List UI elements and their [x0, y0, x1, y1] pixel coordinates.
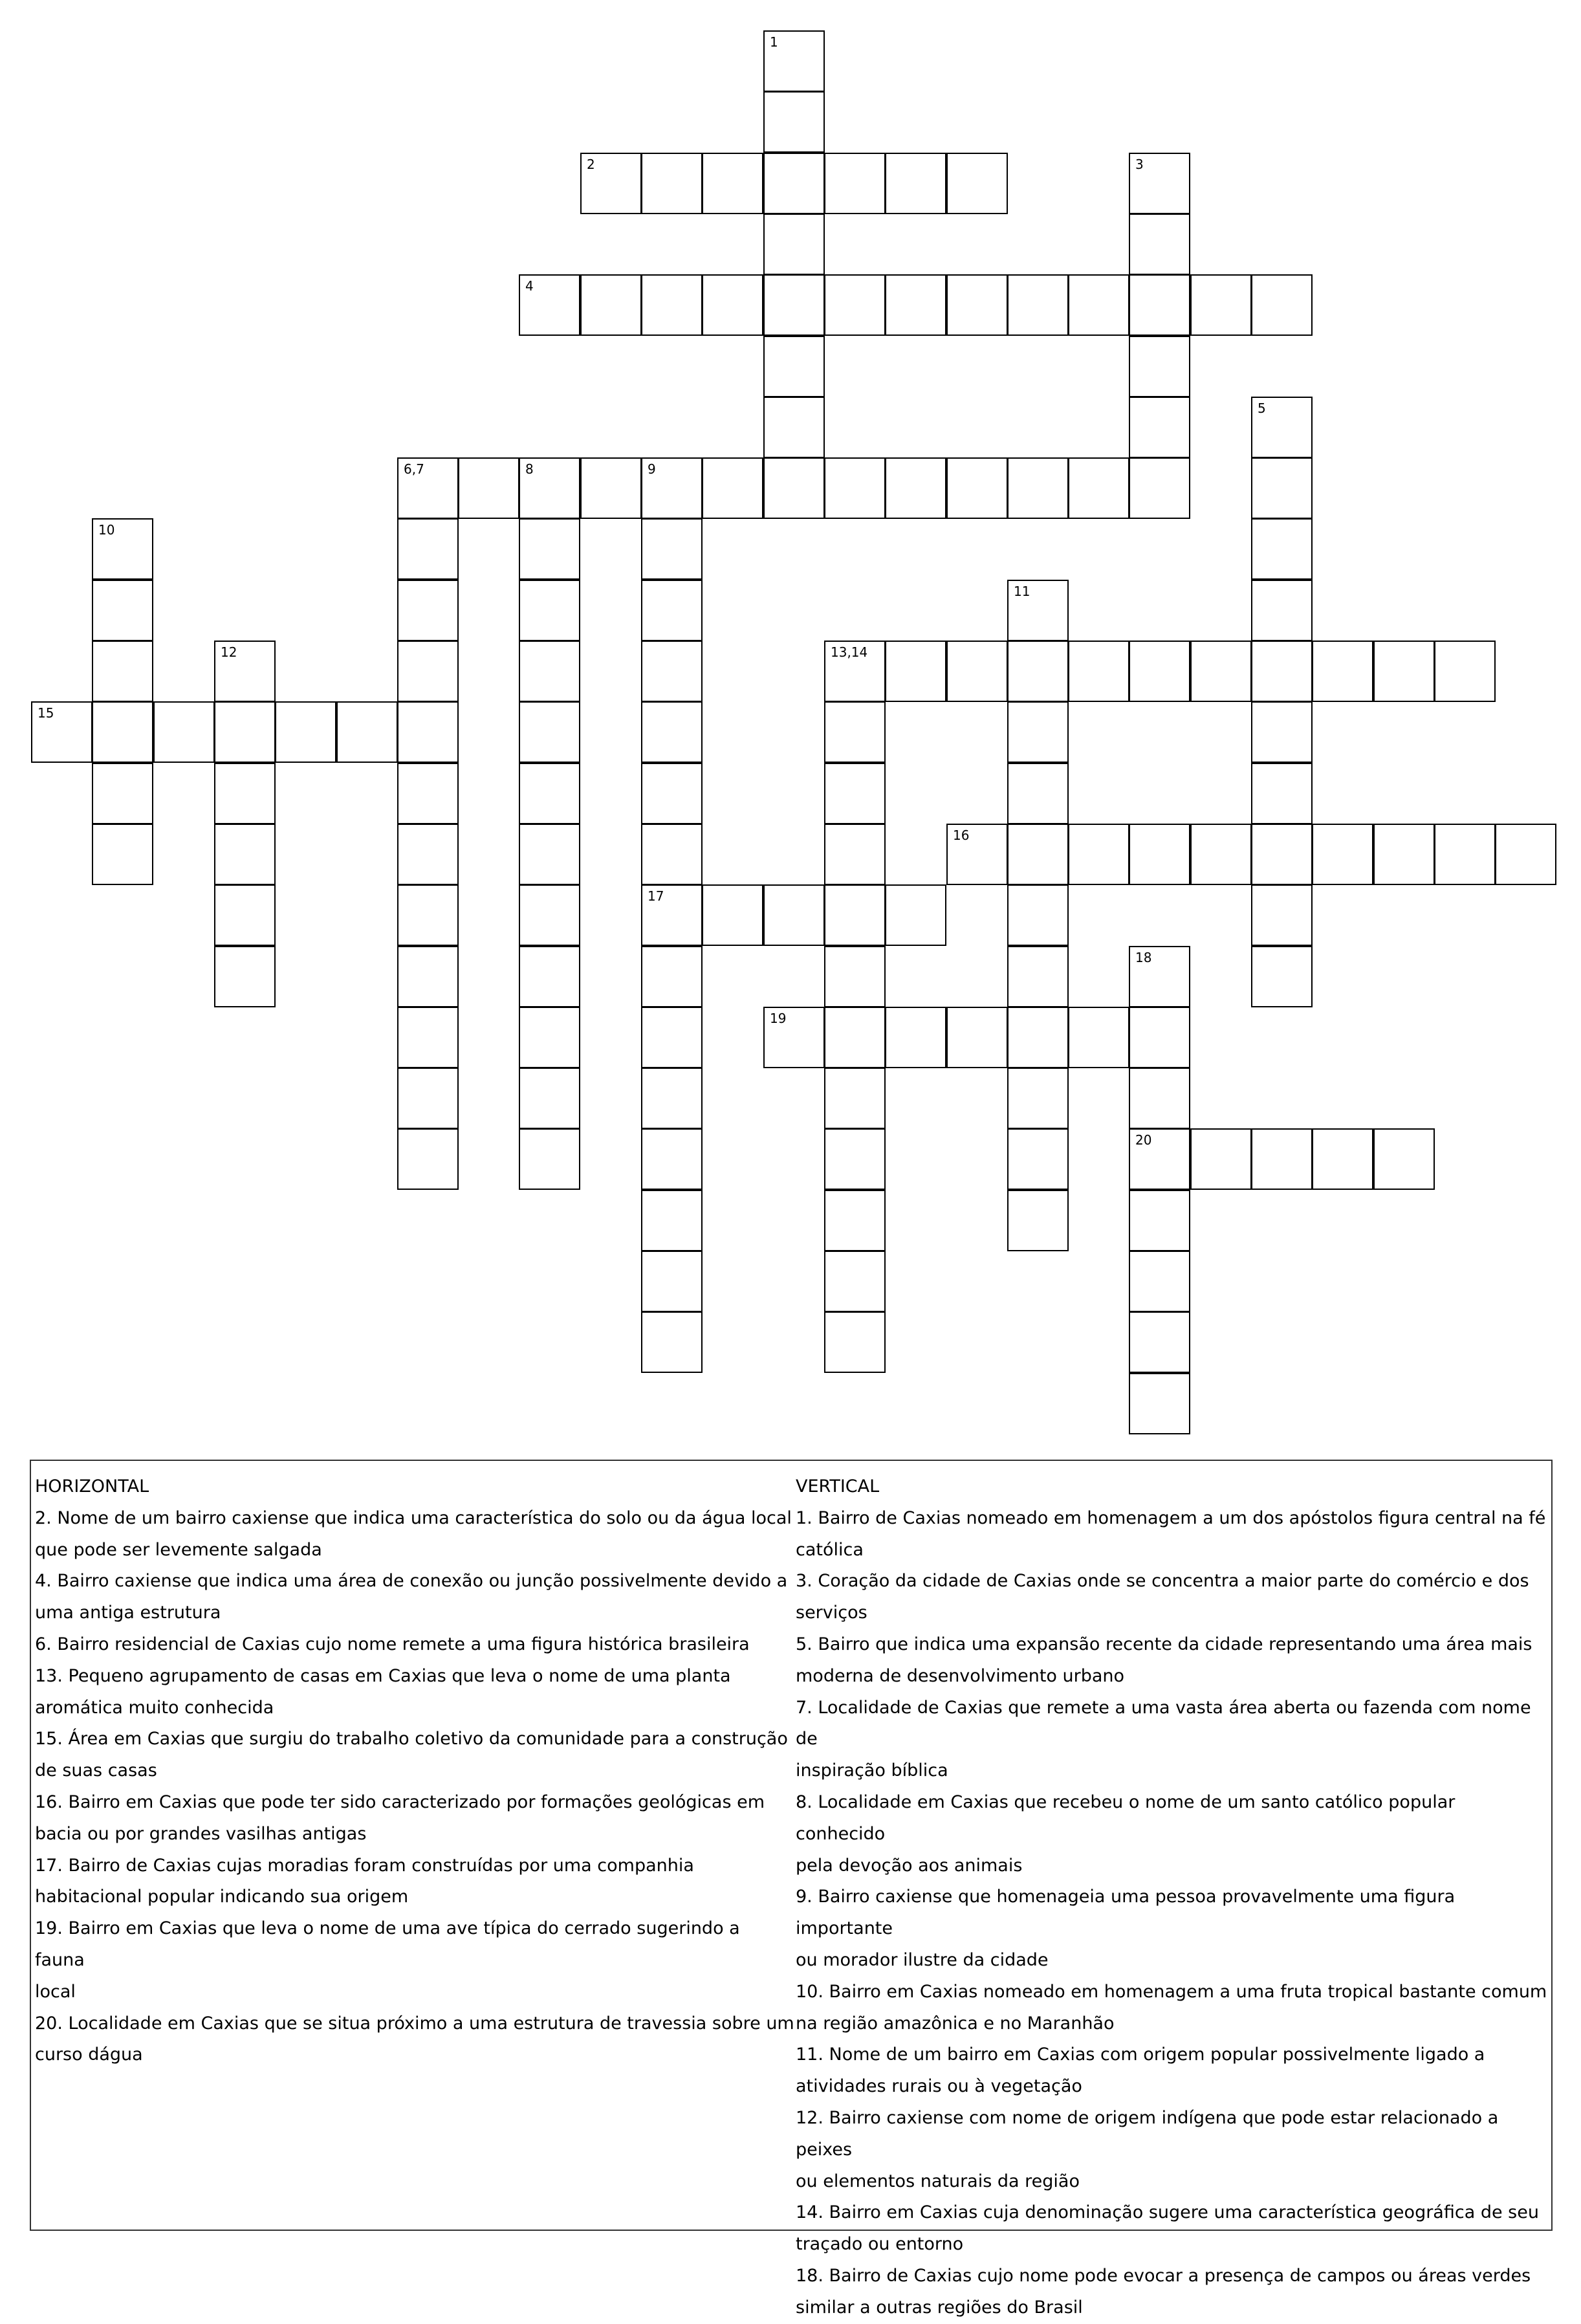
grid-cell[interactable] — [519, 274, 580, 336]
horizontal-clue-line: aromática muito conhecida — [35, 1697, 274, 1718]
horizontal-clue-line: 2. Nome de um bairro caxiense que indica uma característica do solo ou da água local — [35, 1507, 792, 1528]
horizontal-clue-line: 15. Área em Caxias que surgiu do trabalho coletivo da comunidade para a construção — [35, 1729, 788, 1749]
vertical-clue-line: 5. Bairro que indica uma expansão recente da cidade representando uma área mais — [796, 1634, 1532, 1654]
vertical-clue-line: na região amazônica e no Maranhão — [796, 2013, 1115, 2034]
grid-cell[interactable] — [1068, 457, 1129, 519]
grid-cell[interactable] — [946, 641, 1008, 702]
vertical-clue-line: inspiração bíblica — [796, 1760, 948, 1781]
grid-cell[interactable] — [641, 641, 703, 702]
horizontal-clues-column — [35, 1471, 795, 2071]
grid-cell[interactable] — [763, 457, 825, 519]
vertical-clue-line: 3. Coração da cidade de Caxias onde se concentra a maior parte do comércio e dos — [796, 1571, 1529, 1592]
grid-cell[interactable] — [1068, 824, 1129, 885]
grid-cell[interactable] — [702, 153, 763, 214]
grid-cell[interactable] — [1129, 1068, 1190, 1129]
clue-number: 10 — [98, 522, 115, 538]
grid-cell[interactable] — [1434, 641, 1496, 702]
grid-cell[interactable] — [1129, 457, 1190, 519]
clue-number: 16 — [953, 828, 970, 843]
grid-cell[interactable] — [1434, 824, 1496, 885]
horizontal-clue-line: 6. Bairro residencial de Caxias cujo nome remete a uma figura histórica brasileira — [35, 1634, 750, 1654]
horizontal-clue-line: bacia ou por grandes vasilhas antigas — [35, 1823, 367, 1844]
grid-cell[interactable] — [519, 1128, 580, 1190]
grid-cell[interactable] — [946, 824, 1008, 885]
horizontal-clue-line: que pode ser levemente salgada — [35, 1539, 322, 1560]
grid-cell[interactable] — [519, 763, 580, 824]
grid-cell[interactable] — [641, 824, 703, 885]
grid-cell[interactable] — [824, 274, 886, 336]
grid-cell[interactable] — [580, 274, 642, 336]
grid-cell[interactable] — [1251, 641, 1313, 702]
grid-cell[interactable] — [946, 153, 1008, 214]
grid-cell[interactable] — [885, 153, 946, 214]
grid-cell[interactable] — [641, 763, 703, 824]
grid-cell[interactable] — [1129, 214, 1190, 275]
grid-cell[interactable] — [580, 153, 642, 214]
clue-number: 3 — [1135, 157, 1144, 172]
grid-cell[interactable] — [1190, 641, 1252, 702]
vertical-clue-line: ou elementos naturais da região — [796, 2171, 1080, 2191]
grid-cell[interactable] — [885, 457, 946, 519]
grid-cell[interactable] — [1129, 274, 1190, 336]
grid-cell[interactable] — [1007, 946, 1069, 1007]
grid-cell[interactable] — [275, 701, 336, 763]
vertical-clue-line: 11. Nome de um bairro em Caxias com origem popular possivelmente ligado a — [796, 2044, 1485, 2065]
grid-cell[interactable] — [702, 884, 763, 946]
grid-cell[interactable] — [1251, 274, 1313, 336]
grid-cell[interactable] — [1007, 884, 1069, 946]
vertical-clue-line: 7. Localidade de Caxias que remete a uma vasta área aberta ou fazenda com nome de — [796, 1697, 1531, 1749]
grid-cell[interactable] — [519, 701, 580, 763]
grid-cell[interactable] — [824, 1068, 886, 1129]
grid-cell[interactable] — [397, 641, 459, 702]
clues-box — [30, 1460, 1553, 2318]
grid-cell[interactable] — [1251, 1128, 1313, 1190]
grid-cell[interactable] — [763, 274, 825, 336]
grid-cell[interactable] — [519, 641, 580, 702]
grid-cell[interactable] — [519, 1007, 580, 1068]
grid-cell[interactable] — [763, 214, 825, 275]
grid-cell[interactable] — [1373, 641, 1435, 702]
grid-cell[interactable] — [1129, 1311, 1190, 1373]
grid-cell[interactable] — [946, 274, 1008, 336]
grid-cell[interactable] — [1251, 397, 1313, 458]
grid-cell[interactable] — [519, 824, 580, 885]
grid-cell[interactable] — [824, 763, 886, 824]
grid-cell[interactable] — [641, 1128, 703, 1190]
grid-cell[interactable] — [1190, 824, 1252, 885]
clue-number: 17 — [648, 888, 664, 904]
grid-cell[interactable] — [1129, 1373, 1190, 1434]
grid-cell[interactable] — [1129, 946, 1190, 1007]
grid-cell[interactable] — [1312, 641, 1373, 702]
vertical-clue-line: ou morador ilustre da cidade — [796, 1949, 1049, 1970]
grid-cell[interactable] — [763, 91, 825, 153]
vertical-clue-line: 1. Bairro de Caxias nomeado em homenagem a um dos apóstolos figura central na fé — [796, 1507, 1546, 1528]
grid-cell[interactable] — [824, 824, 886, 885]
grid-cell[interactable] — [1251, 763, 1313, 824]
horizontal-clue-line: 20. Localidade em Caxias que se situa próximo a uma estrutura de travessia sobre um — [35, 2013, 794, 2034]
horizontal-clue-line: 17. Bairro de Caxias cujas moradias foram construídas por uma companhia — [35, 1855, 694, 1876]
grid-cell[interactable] — [1007, 1068, 1069, 1129]
grid-cell[interactable] — [1129, 1007, 1190, 1068]
grid-cell[interactable] — [397, 518, 459, 580]
grid-cell[interactable] — [1129, 1251, 1190, 1312]
grid-cell[interactable] — [641, 518, 703, 580]
grid-cell[interactable] — [153, 701, 215, 763]
grid-cell[interactable] — [824, 884, 886, 946]
horizontal-clue-line: 19. Bairro em Caxias que leva o nome de uma ave típica do cerrado sugerindo a fauna — [35, 1918, 740, 1970]
horizontal-clue-line: 4. Bairro caxiense que indica uma área de conexão ou junção possivelmente devido a — [35, 1571, 788, 1592]
grid-cell[interactable] — [92, 580, 153, 641]
grid-cell[interactable] — [214, 641, 276, 702]
grid-cell[interactable] — [1251, 457, 1313, 519]
grid-cell[interactable] — [763, 397, 825, 458]
grid-cell[interactable] — [1007, 641, 1069, 702]
vertical-clue-line: similar a outras regiões do Brasil — [796, 2297, 1083, 2318]
grid-cell[interactable] — [1373, 824, 1435, 885]
grid-cell[interactable] — [824, 1007, 886, 1068]
vertical-clue-line: atividades rurais ou à vegetação — [796, 2076, 1082, 2097]
grid-cell[interactable] — [1068, 274, 1129, 336]
clue-number: 19 — [770, 1011, 787, 1026]
grid-cell[interactable] — [641, 457, 703, 519]
grid-cell[interactable] — [1129, 153, 1190, 214]
grid-cell[interactable] — [397, 1128, 459, 1190]
grid-cell[interactable] — [1129, 824, 1190, 885]
grid-cell[interactable] — [763, 884, 825, 946]
grid-cell[interactable] — [397, 884, 459, 946]
grid-cell[interactable] — [1007, 274, 1069, 336]
vertical-clue-line: 12. Bairro caxiense com nome de origem indígena que pode estar relacionado a peixes — [796, 2107, 1499, 2160]
clue-number: 15 — [38, 705, 54, 721]
grid-cell[interactable] — [946, 1007, 1008, 1068]
grid-cell[interactable] — [519, 457, 580, 519]
grid-cell[interactable] — [519, 1068, 580, 1129]
grid-cell[interactable] — [1129, 336, 1190, 397]
grid-cell[interactable] — [519, 884, 580, 946]
grid-cell[interactable] — [519, 518, 580, 580]
grid-cell[interactable] — [580, 457, 642, 519]
vertical-clues-column — [796, 1471, 1549, 2324]
grid-cell[interactable] — [397, 763, 459, 824]
grid-cell[interactable] — [824, 641, 886, 702]
grid-cell[interactable] — [397, 457, 459, 519]
grid-cell[interactable] — [824, 1251, 886, 1312]
grid-cell[interactable] — [1068, 641, 1129, 702]
grid-cell[interactable] — [885, 884, 946, 946]
clue-number: 1 — [770, 34, 778, 50]
grid-cell[interactable] — [641, 153, 703, 214]
grid-cell[interactable] — [397, 946, 459, 1007]
horizontal-clue-line: habitacional popular indicando sua origem — [35, 1887, 409, 1907]
grid-cell[interactable] — [641, 701, 703, 763]
grid-cell[interactable] — [31, 701, 93, 763]
grid-cell[interactable] — [641, 946, 703, 1007]
grid-cell[interactable] — [1007, 701, 1069, 763]
grid-cell[interactable] — [1129, 397, 1190, 458]
clue-number: 2 — [587, 157, 595, 172]
grid-cell[interactable] — [458, 457, 519, 519]
grid-cell[interactable] — [824, 457, 886, 519]
grid-cell[interactable] — [1068, 1007, 1129, 1068]
grid-cell[interactable] — [1312, 824, 1373, 885]
clue-number: 4 — [525, 278, 534, 294]
grid-cell[interactable] — [1007, 1190, 1069, 1251]
grid-cell[interactable] — [885, 1007, 946, 1068]
grid-cell[interactable] — [397, 1007, 459, 1068]
grid-cell[interactable] — [397, 701, 459, 763]
vertical-clue-line: 9. Bairro caxiense que homenageia uma pessoa provavelmente uma figura importante — [796, 1887, 1456, 1939]
grid-cell[interactable] — [1251, 946, 1313, 1007]
grid-cell[interactable] — [1251, 580, 1313, 641]
grid-cell[interactable] — [885, 641, 946, 702]
clue-number: 8 — [525, 461, 534, 477]
grid-cell[interactable] — [1251, 824, 1313, 885]
horizontal-title: HORIZONTAL — [35, 1476, 149, 1496]
grid-cell[interactable] — [763, 336, 825, 397]
clue-number: 9 — [648, 461, 656, 477]
horizontal-clue-line: curso dágua — [35, 2044, 143, 2065]
grid-cell[interactable] — [1190, 1128, 1252, 1190]
grid-cell[interactable] — [641, 1190, 703, 1251]
grid-cell[interactable] — [1373, 1128, 1435, 1190]
vertical-clue-line: pela devoção aos animais — [796, 1855, 1023, 1876]
grid-cell[interactable] — [1007, 1007, 1069, 1068]
grid-cell[interactable] — [641, 884, 703, 946]
grid-cell[interactable] — [641, 1007, 703, 1068]
grid-cell[interactable] — [214, 824, 276, 885]
grid-cell[interactable] — [214, 701, 276, 763]
grid-cell[interactable] — [1129, 1190, 1190, 1251]
grid-cell[interactable] — [946, 457, 1008, 519]
grid-cell[interactable] — [824, 946, 886, 1007]
grid-cell[interactable] — [1129, 1128, 1190, 1190]
vertical-clue-line: serviços — [796, 1603, 867, 1623]
grid-cell[interactable] — [92, 641, 153, 702]
grid-cell[interactable] — [397, 824, 459, 885]
grid-cell[interactable] — [824, 1311, 886, 1373]
grid-cell[interactable] — [1007, 1128, 1069, 1190]
grid-cell[interactable] — [885, 274, 946, 336]
grid-cell[interactable] — [641, 1311, 703, 1373]
grid-cell[interactable] — [214, 763, 276, 824]
vertical-clue-line: 18. Bairro de Caxias cujo nome pode evocar a presença de campos ou áreas verdes — [796, 2265, 1531, 2286]
grid-cell[interactable] — [1007, 763, 1069, 824]
grid-cell[interactable] — [641, 1251, 703, 1312]
clue-number: 12 — [221, 644, 237, 660]
grid-cell[interactable] — [1251, 701, 1313, 763]
horizontal-clue-line: de suas casas — [35, 1760, 157, 1781]
grid-cell[interactable] — [824, 701, 886, 763]
horizontal-clue-line: 13. Pequeno agrupamento de casas em Caxias que leva o nome de uma planta — [35, 1665, 731, 1686]
grid-cell[interactable] — [92, 518, 153, 580]
grid-cell[interactable] — [1495, 824, 1556, 885]
grid-cell[interactable] — [92, 701, 153, 763]
grid-cell[interactable] — [824, 153, 886, 214]
vertical-clue-line: católica — [796, 1539, 864, 1560]
grid-cell[interactable] — [92, 763, 153, 824]
vertical-clue-line: traçado ou entorno — [796, 2234, 964, 2255]
clue-number: 6,7 — [404, 461, 424, 477]
grid-cell[interactable] — [519, 946, 580, 1007]
vertical-clue-line: 8. Localidade em Caxias que recebeu o nome de um santo católico popular conhecido — [796, 1792, 1456, 1844]
grid-cell[interactable] — [397, 580, 459, 641]
clue-number: 11 — [1014, 584, 1030, 599]
grid-cell[interactable] — [702, 274, 763, 336]
grid-cell[interactable] — [763, 153, 825, 214]
clue-number: 20 — [1135, 1132, 1152, 1148]
grid-cell[interactable] — [824, 1190, 886, 1251]
grid-cell[interactable] — [1251, 518, 1313, 580]
grid-cell[interactable] — [397, 1068, 459, 1129]
grid-cell[interactable] — [702, 457, 763, 519]
grid-cell[interactable] — [1251, 884, 1313, 946]
vertical-clue-line: 14. Bairro em Caxias cuja denominação sugere uma característica geográfica de seu — [796, 2202, 1539, 2223]
grid-cell[interactable] — [641, 1068, 703, 1129]
horizontal-clue-line: uma antiga estrutura — [35, 1603, 221, 1623]
grid-cell[interactable] — [1007, 457, 1069, 519]
grid-cell[interactable] — [824, 1128, 886, 1190]
grid-cell[interactable] — [641, 580, 703, 641]
grid-cell[interactable] — [92, 824, 153, 885]
grid-cell[interactable] — [336, 701, 398, 763]
grid-cell[interactable] — [1007, 824, 1069, 885]
vertical-title: VERTICAL — [796, 1476, 880, 1496]
clue-number: 5 — [1258, 400, 1266, 416]
horizontal-clue-line: local — [35, 1981, 76, 2002]
grid-cell[interactable] — [1312, 1128, 1373, 1190]
grid-cell[interactable] — [763, 30, 825, 92]
grid-cell[interactable] — [1129, 641, 1190, 702]
clue-number: 13,14 — [831, 644, 868, 660]
grid-cell[interactable] — [214, 884, 276, 946]
grid-cell[interactable] — [214, 946, 276, 1007]
grid-cell[interactable] — [1190, 274, 1252, 336]
grid-cell[interactable] — [641, 274, 703, 336]
grid-cell[interactable] — [763, 1007, 825, 1068]
clue-number: 18 — [1135, 950, 1152, 965]
horizontal-clue-line: 16. Bairro em Caxias que pode ter sido caracterizado por formações geológicas em — [35, 1792, 765, 1812]
vertical-clue-line: moderna de desenvolvimento urbano — [796, 1665, 1125, 1686]
grid-cell[interactable] — [519, 580, 580, 641]
vertical-clue-line: 10. Bairro em Caxias nomeado em homenagem a uma fruta tropical bastante comum — [796, 1981, 1547, 2002]
grid-cell[interactable] — [1007, 580, 1069, 641]
